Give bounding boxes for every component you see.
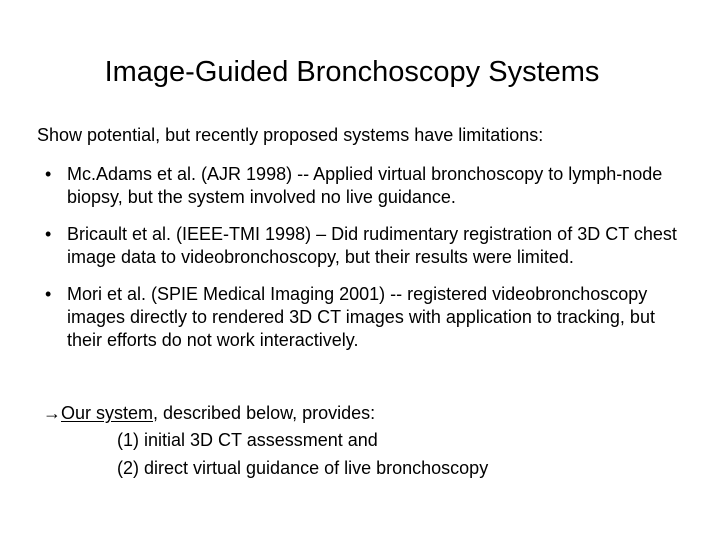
slide-title: Image-Guided Bronchoscopy Systems	[104, 56, 600, 88]
intro-text: Show potential, but recently proposed systems have limitations:	[37, 125, 544, 145]
bullet-item	[45, 223, 685, 269]
sub-item-1: (1) initial 3D CT assessment and	[117, 430, 378, 450]
bullet-dot-icon: •	[45, 224, 52, 244]
conclusion-line	[43, 402, 375, 424]
our-system-label: Our system	[61, 403, 154, 423]
conclusion-rest: , described below, provides:	[153, 403, 376, 423]
bullet-dot-icon: •	[45, 284, 52, 304]
right-arrow-icon: →	[43, 403, 61, 423]
bullet-list	[45, 163, 685, 366]
bullet-text: Mc.Adams et al. (AJR 1998) -- Applied virtual bronchoscopy to lymph-node biopsy, but the system involved no live guidance.	[67, 164, 663, 207]
bullet-item	[45, 283, 685, 352]
bullet-item	[45, 163, 685, 209]
bullet-dot-icon: •	[45, 164, 52, 184]
bullet-text: Mori et al. (SPIE Medical Imaging 2001) -- registered videobronchoscopy images directly to rendered 3D CT images with application to tracking, but their efforts do not work interactively.	[67, 284, 655, 350]
sub-item-2: (2) direct virtual guidance of live bronchoscopy	[117, 458, 489, 478]
bullet-text: Bricault et al. (IEEE-TMI 1998) – Did rudimentary registration of 3D CT chest image data to videobronchoscopy, but their results were limited.	[67, 224, 677, 267]
